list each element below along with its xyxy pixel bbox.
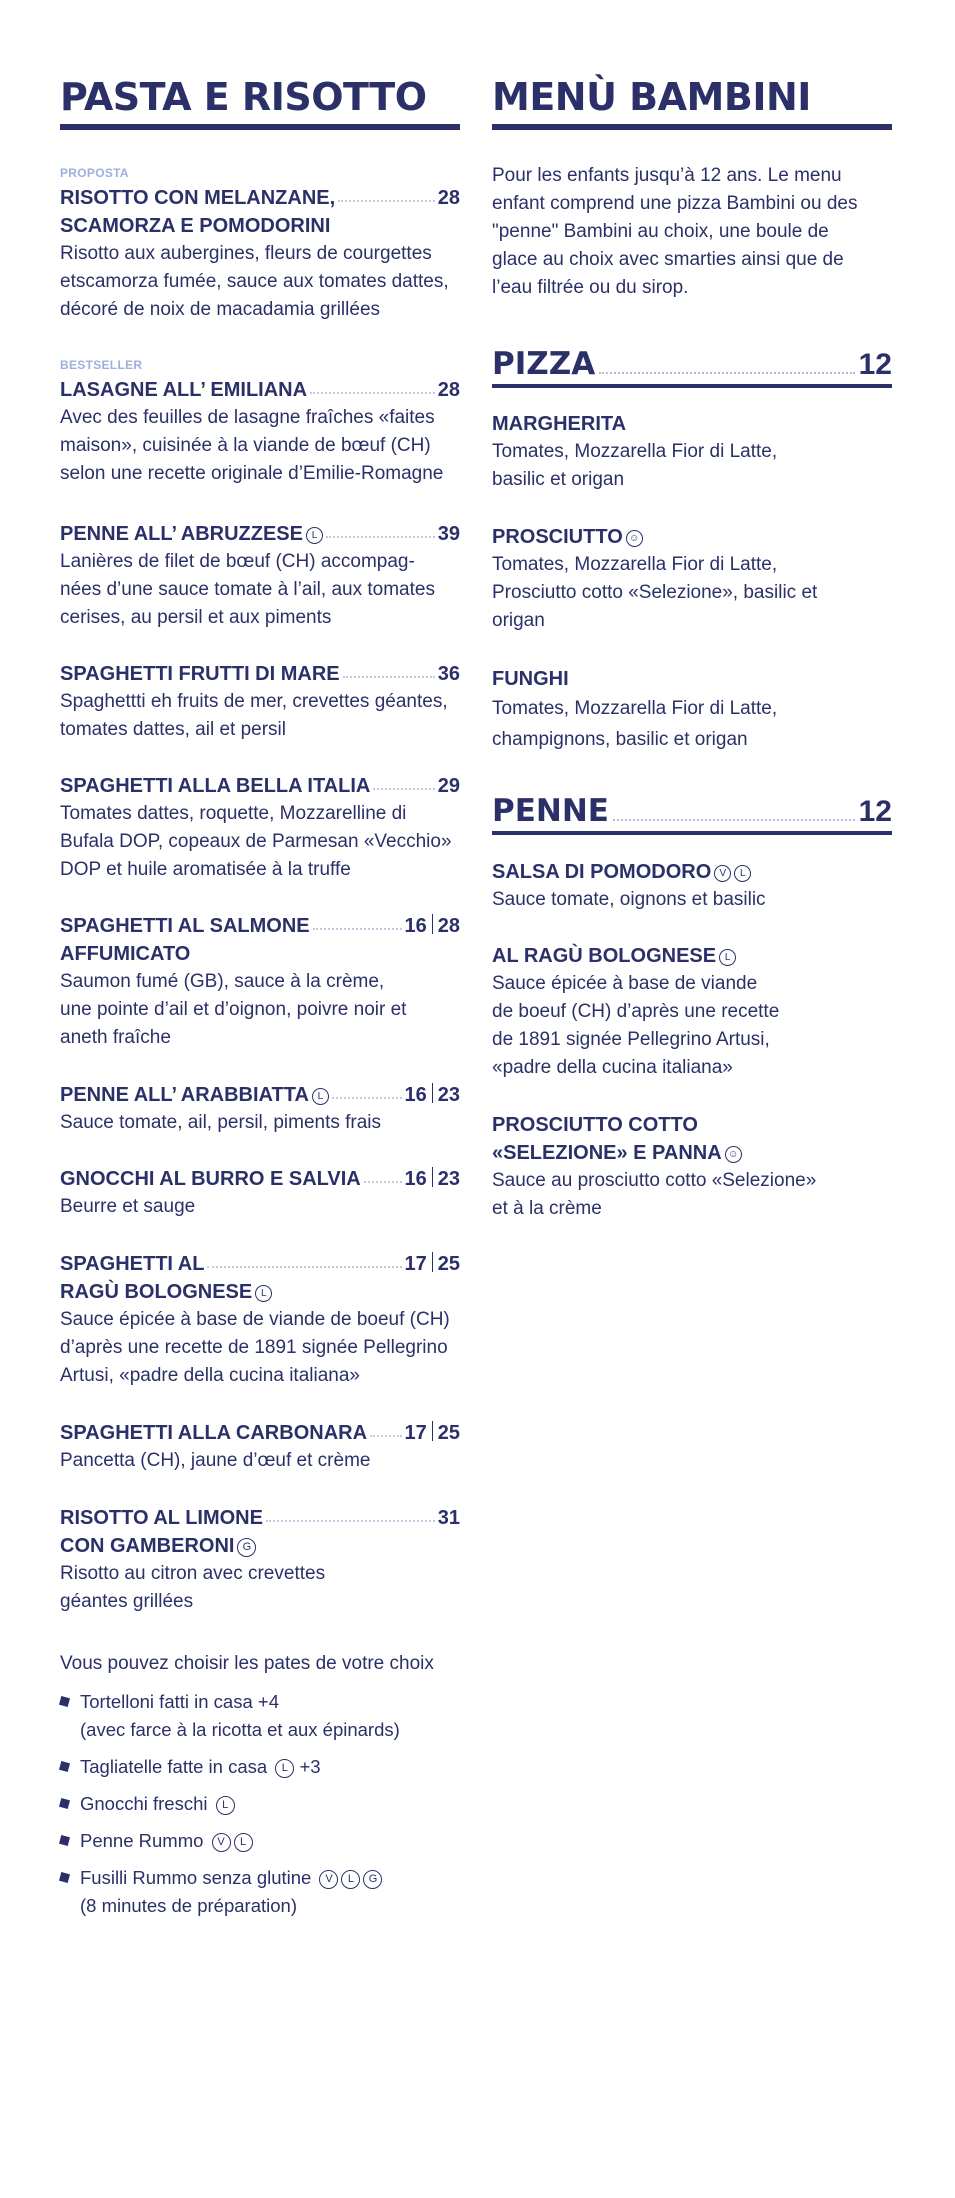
item-name: FUNGHI <box>492 668 569 690</box>
item-price: 29 <box>437 775 460 797</box>
menu-item <box>60 166 460 324</box>
item-description: Sauce épicée à base de viande de boeuf (CH) d’après une recette de 1891 signée Pellegrino Artusi, «padre della cucina italiana» <box>60 1309 450 1386</box>
gluten-free-icon: G <box>363 1870 382 1889</box>
pasta-section-title: PASTA E RISOTTO <box>60 78 460 130</box>
menu-item <box>492 858 892 914</box>
item-name-line2: AFFUMICATO <box>60 943 191 965</box>
item-name: RISOTTO CON MELANZANE, <box>60 187 336 209</box>
item-description: Avec des feuilles de lasagne fraîches «faites maison», cuisinée à la viande de bœuf (CH) selon une recette originale d’Emilie-Romagne <box>60 407 444 484</box>
lactose-free-icon: L <box>306 527 323 544</box>
penne-price: 12 <box>858 795 892 828</box>
item-description: Lanières de filet de bœuf (CH) accompag- nées d’une sauce tomate à l’ail, aux tomates cerises, au persil et aux piments <box>60 551 435 628</box>
menu-item <box>60 1250 460 1390</box>
item-description: Sauce tomate, ail, persil, piments frais <box>60 1112 382 1133</box>
lactose-free-icon: L <box>275 1759 294 1778</box>
pizza-header <box>492 346 892 388</box>
item-name: SPAGHETTI FRUTTI DI MARE <box>60 663 340 685</box>
item-description: Risotto au citron avec crevettes géantes grillées <box>60 1563 326 1612</box>
menu-item <box>60 772 460 884</box>
item-price: 16 23 <box>404 1084 460 1106</box>
item-description: Spaghettti eh fruits de mer, crevettes géantes, tomates dattes, ail et persil <box>60 691 448 740</box>
menu-item <box>60 912 460 1052</box>
pizza-title: PIZZA <box>492 346 596 382</box>
item-description: Tomates, Mozzarella Fior di Latte, basilic et origan <box>492 441 778 490</box>
list-item: Penne Rummo V L <box>60 1827 460 1855</box>
item-name: PENNE ALL’ ARABBIATTA L <box>60 1081 329 1109</box>
item-name: PENNE ALL’ ABRUZZESE L <box>60 520 323 548</box>
lactose-free-icon: L <box>341 1870 360 1889</box>
menu-item <box>60 1081 460 1137</box>
menu-item <box>492 523 892 635</box>
item-price: 16 28 <box>404 915 460 937</box>
item-description: Sauce tomate, oignons et basilic <box>492 889 766 910</box>
item-description: Pancetta (CH), jaune d’œuf et crème <box>60 1450 371 1471</box>
gluten-free-icon: G <box>237 1538 256 1557</box>
menu-item <box>60 520 460 632</box>
item-price: 28 <box>437 379 460 401</box>
item-price: 36 <box>437 663 460 685</box>
item-name: MARGHERITA <box>492 413 627 435</box>
vegan-icon: V <box>714 865 731 882</box>
item-description: Tomates, Mozzarella Fior di Latte, champignons, basilic et origan <box>492 698 778 750</box>
item-price: 31 <box>437 1507 460 1529</box>
item-tag: PROPOSTA <box>60 166 129 180</box>
item-name: SPAGHETTI AL <box>60 1253 205 1275</box>
item-name: SPAGHETTI AL SALMONE <box>60 915 310 937</box>
list-item: Tagliatelle fatte in casa L +3 <box>60 1753 460 1781</box>
menu-item <box>492 942 892 1082</box>
lactose-free-icon: L <box>312 1088 329 1105</box>
smiley-icon: ☺ <box>626 530 643 547</box>
smiley-icon: ☺ <box>725 1146 742 1163</box>
bambini-intro: Pour les enfants jusqu’à 12 ans. Le menu enfant comprend une pizza Bambini ou des "penne" Bambini au choix, une boule de glace au choix avec smarties ainsi que de l’eau filtrée ou du sirop. <box>492 165 858 298</box>
menu-item <box>492 1111 892 1223</box>
item-price: 17 25 <box>404 1422 460 1444</box>
bambini-section-title: MENÙ BAMBINI <box>492 78 892 130</box>
item-description: Sauce épicée à base de viande de boeuf (CH) d’après une recette de 1891 signée Pellegrino Artusi, «padre della cucina italiana» <box>492 973 780 1078</box>
item-name: SPAGHETTI ALLA CARBONARA <box>60 1422 368 1444</box>
menu-item <box>60 1419 460 1475</box>
item-name-line2: SCAMORZA E POMODORINI <box>60 215 331 237</box>
item-name-line2: «SELEZIONE» E PANNA ☺ <box>492 1139 892 1167</box>
item-name: SPAGHETTI ALLA BELLA ITALIA <box>60 775 371 797</box>
item-name: GNOCCHI AL BURRO E SALVIA <box>60 1168 361 1190</box>
item-name: PROSCIUTTO COTTO <box>492 1114 698 1136</box>
menu-item <box>492 665 892 755</box>
item-description: Risotto aux aubergines, fleurs de courgettes etscamorza fumée, sauce aux tomates dattes, décoré de noix de macadamia grillées <box>60 243 449 320</box>
vegan-icon: V <box>212 1833 231 1852</box>
menu-item <box>492 410 892 494</box>
list-item: Gnocchi freschi L <box>60 1790 460 1818</box>
item-name: AL RAGÙ BOLOGNESE L <box>492 942 892 970</box>
item-name-line2: CON GAMBERONI G <box>60 1532 460 1560</box>
item-description: Tomates dattes, roquette, Mozzarelline di Bufala DOP, copeaux de Parmesan «Vecchio» DOP et huile aromatisée à la truffe <box>60 803 452 880</box>
pasta-choices <box>60 1650 460 1929</box>
item-tag: BESTSELLER <box>60 358 143 372</box>
menu-item <box>60 1504 460 1616</box>
item-name: LASAGNE ALL’ EMILIANA <box>60 379 308 401</box>
menu-item <box>60 358 460 488</box>
item-price: 28 <box>437 187 460 209</box>
menu-item <box>60 660 460 744</box>
list-item: Tortelloni fatti in casa +4 (avec farce à la ricotta et aux épinards) <box>60 1688 460 1744</box>
list-item: Fusilli Rummo senza glutine V L G (8 minutes de préparation) <box>60 1864 460 1920</box>
lactose-free-icon: L <box>719 949 736 966</box>
vegan-icon: V <box>319 1870 338 1889</box>
item-description: Tomates, Mozzarella Fior di Latte, Prosciutto cotto «Selezione», basilic et origan <box>492 554 818 631</box>
item-price: 16 23 <box>404 1168 460 1190</box>
item-name: SALSA DI POMODORO V L <box>492 858 892 886</box>
item-name: RISOTTO AL LIMONE <box>60 1507 263 1529</box>
item-description: Saumon fumé (GB), sauce à la crème, une pointe d’ail et d’oignon, poivre noir et aneth fraîche <box>60 971 407 1048</box>
lactose-free-icon: L <box>734 865 751 882</box>
item-name: PROSCIUTTO ☺ <box>492 523 892 551</box>
lactose-free-icon: L <box>216 1796 235 1815</box>
menu-item <box>60 1165 460 1221</box>
lactose-free-icon: L <box>255 1285 272 1302</box>
item-price: 17 25 <box>404 1253 460 1275</box>
pizza-price: 12 <box>858 348 892 381</box>
item-description: Beurre et sauge <box>60 1196 196 1217</box>
item-description: Sauce au prosciutto cotto «Selezione» et à la crème <box>492 1170 817 1219</box>
penne-title: PENNE <box>492 793 609 829</box>
lactose-free-icon: L <box>234 1833 253 1852</box>
item-name-line2: RAGÙ BOLOGNESE L <box>60 1278 460 1306</box>
choices-intro: Vous pouvez choisir les pates de votre choix <box>60 1653 434 1674</box>
penne-header <box>492 793 892 835</box>
item-price: 39 <box>437 523 460 545</box>
